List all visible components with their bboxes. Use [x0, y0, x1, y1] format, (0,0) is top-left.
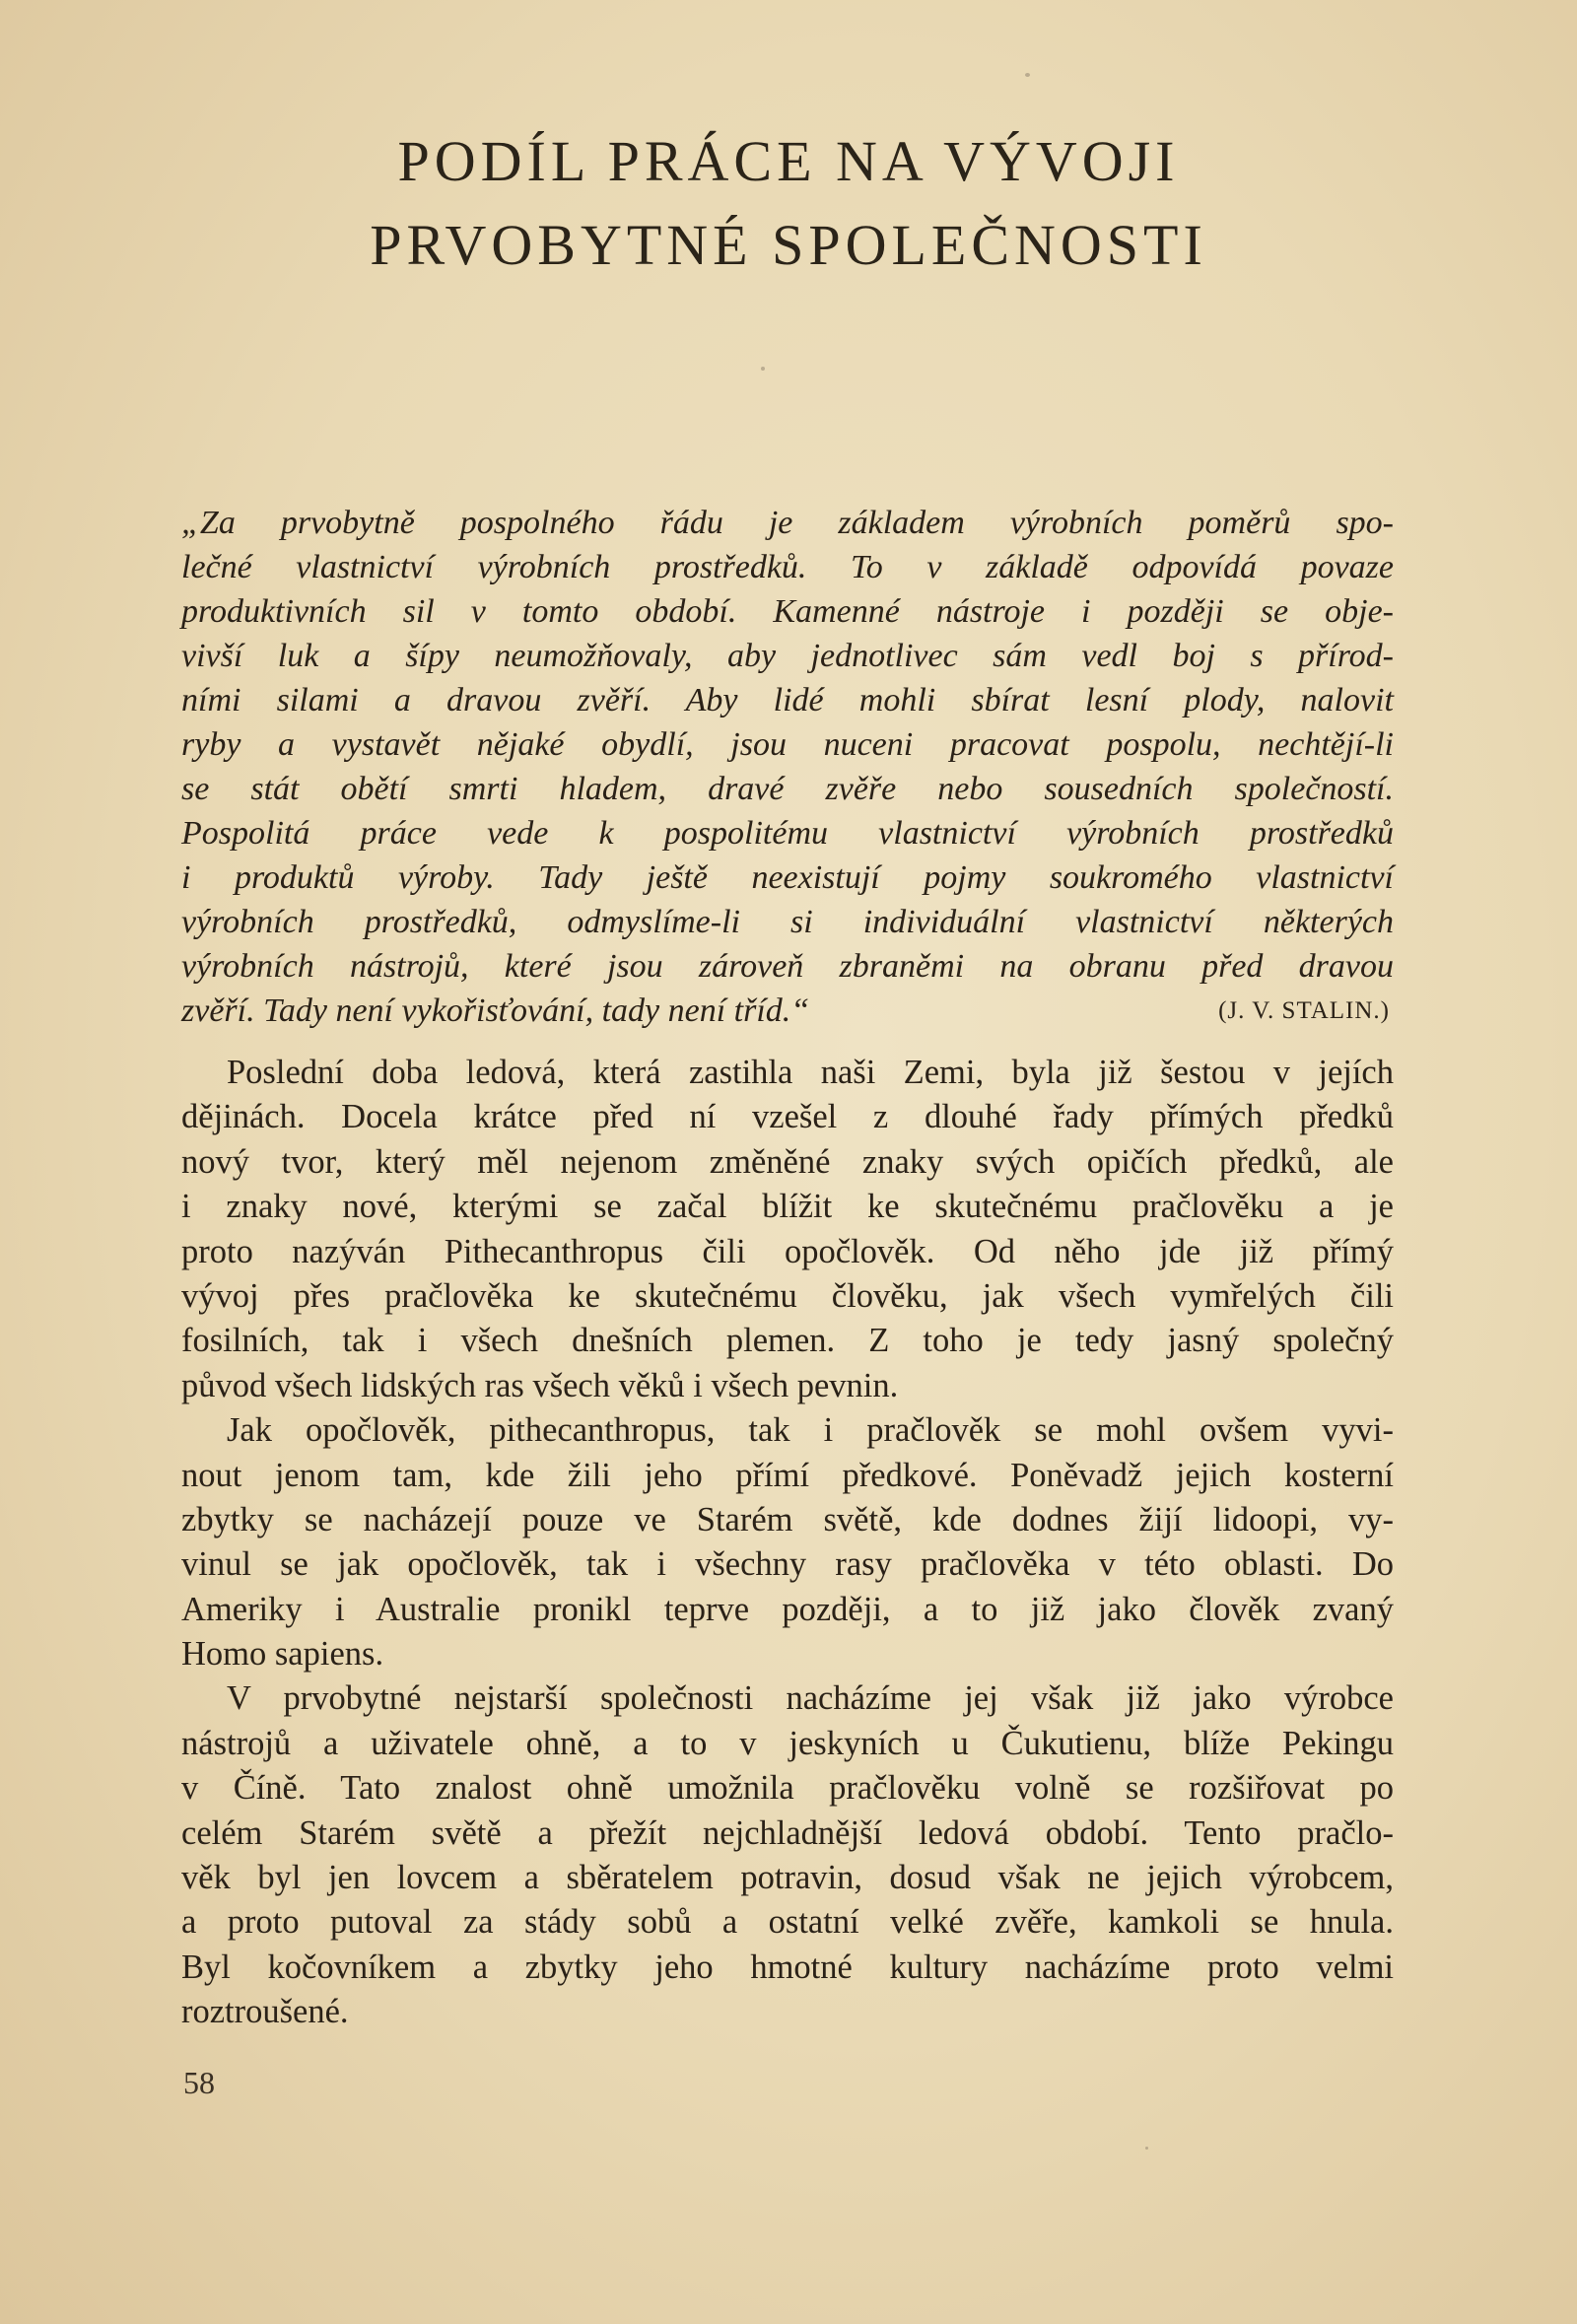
body-line: Jak opočlověk, pithecanthropus, tak i pračlověk se mohl ovšem vyvi- — [227, 1411, 1394, 1450]
body-line: vývoj přes pračlověka ke skutečnému člověku, jak všech vymřelých čili — [181, 1276, 1394, 1315]
quote-line: výrobních prostředků, odmyslíme-li si individuální vlastnictví některých — [181, 904, 1394, 940]
body-line: fosilních, tak i všech dnešních plemen. Z toho je tedy jasný společný — [181, 1322, 1394, 1360]
body-line: zbytky se nacházejí pouze ve Starém světě, kde dodnes žijí lidoopi, vy- — [181, 1500, 1394, 1538]
body-line: věk byl jen lovcem a sběratelem potravin, dosud však ne jejich výrobcem, — [181, 1859, 1394, 1897]
body-line: celém Starém světě a přežít nejchladnější ledová období. Tento pračlo- — [181, 1813, 1394, 1852]
quote-line: Pospolitá práce vede k pospolitému vlastnictví výrobních prostředků — [181, 815, 1394, 852]
quote-line: „Za prvobytně pospolného řádu je základem výrobních poměrů spo- — [181, 505, 1394, 541]
body-line: i znaky nové, kterými se začal blížit ke skutečnému pračlověku a je — [181, 1188, 1394, 1226]
quote-line: lečné vlastnictví výrobních prostředků. To v základě odpovídá povaze — [181, 549, 1394, 585]
body-line: roztroušené. — [181, 1993, 349, 2031]
paper-speck — [1145, 2147, 1148, 2150]
body-line: proto nazýván Pithecanthropus čili opočlověk. Od něho jde již přímý — [181, 1232, 1394, 1270]
paper-speck — [1025, 73, 1030, 77]
quote-line: se stát obětí smrti hladem, dravé zvěře nebo sousedních společností. — [181, 771, 1394, 807]
chapter-title-line-2: PRVOBYTNÉ SPOLEČNOSTI — [370, 213, 1207, 277]
quote-line: ryby a vystavět nějaké obydlí, jsou nuceni pracovat pospolu, nechtějí-li — [181, 726, 1394, 763]
body-text — [181, 1051, 1394, 2035]
quote-line: vivší luk a šípy neumožňovaly, aby jednotlivec sám vedl boj s přírod- — [181, 638, 1394, 674]
quote-line: ními silami a dravou zvěří. Aby lidé mohli sbírat lesní plody, nalovit — [181, 682, 1394, 718]
quote-attribution: (J. V. STALIN.) — [1218, 997, 1390, 1024]
paper-speck — [761, 367, 765, 371]
quote-last-line — [181, 989, 1394, 1033]
body-line: nový tvor, který měl nejenom změněné znaky svých opičích předků, ale — [181, 1142, 1394, 1181]
body-line: Ameriky i Australie pronikl teprve později, a to již jako člověk zvaný — [181, 1590, 1394, 1628]
page-number: 58 — [183, 2065, 215, 2100]
quote-line: produktivních sil v tomto období. Kamenné nástroje i později se obje- — [181, 593, 1394, 630]
body-line: nout jenom tam, kde žili jeho přímí předkové. Poněvadž jejich kosterní — [181, 1456, 1394, 1494]
body-line: dějinách. Docela krátce před ní vzešel z dlouhé řady přímých předků — [181, 1098, 1394, 1136]
quote-line-text: zvěří. Tady není vykořisťování, tady není tříd.“ — [181, 992, 810, 1029]
body-line: v Číně. Tato znalost ohně umožnila pračlověku volně se rozšiřovat po — [181, 1769, 1394, 1808]
body-line: a proto putoval za stády sobů a ostatní velké zvěře, kamkoli se hnula. — [181, 1903, 1394, 1942]
quote-line: i produktů výroby. Tady ještě neexistují pojmy soukromého vlastnictví — [181, 859, 1394, 896]
body-line: původ všech lidských ras všech věků i všech pevnin. — [181, 1366, 899, 1404]
body-line: nástrojů a uživatele ohně, a to v jeskyních u Čukutienu, blíže Pekingu — [181, 1724, 1394, 1762]
epigraph-quote — [181, 501, 1394, 1033]
body-line: vinul se jak opočlověk, tak i všechny rasy pračlověka v této oblasti. Do — [181, 1545, 1394, 1584]
quote-line: výrobních nástrojů, které jsou zároveň zbraněmi na obranu před dravou — [181, 948, 1394, 985]
body-line: V prvobytné nejstarší společnosti nacházíme jej však již jako výrobce — [227, 1679, 1394, 1718]
body-line: Poslední doba ledová, která zastihla naši Zemi, byla již šestou v jejích — [227, 1054, 1394, 1091]
body-line: Byl kočovníkem a zbytky jeho hmotné kultury nacházíme proto velmi — [181, 1948, 1394, 1986]
chapter-title-line-1: PODÍL PRÁCE NA VÝVOJI — [397, 129, 1180, 193]
body-line: Homo sapiens. — [181, 1635, 384, 1674]
